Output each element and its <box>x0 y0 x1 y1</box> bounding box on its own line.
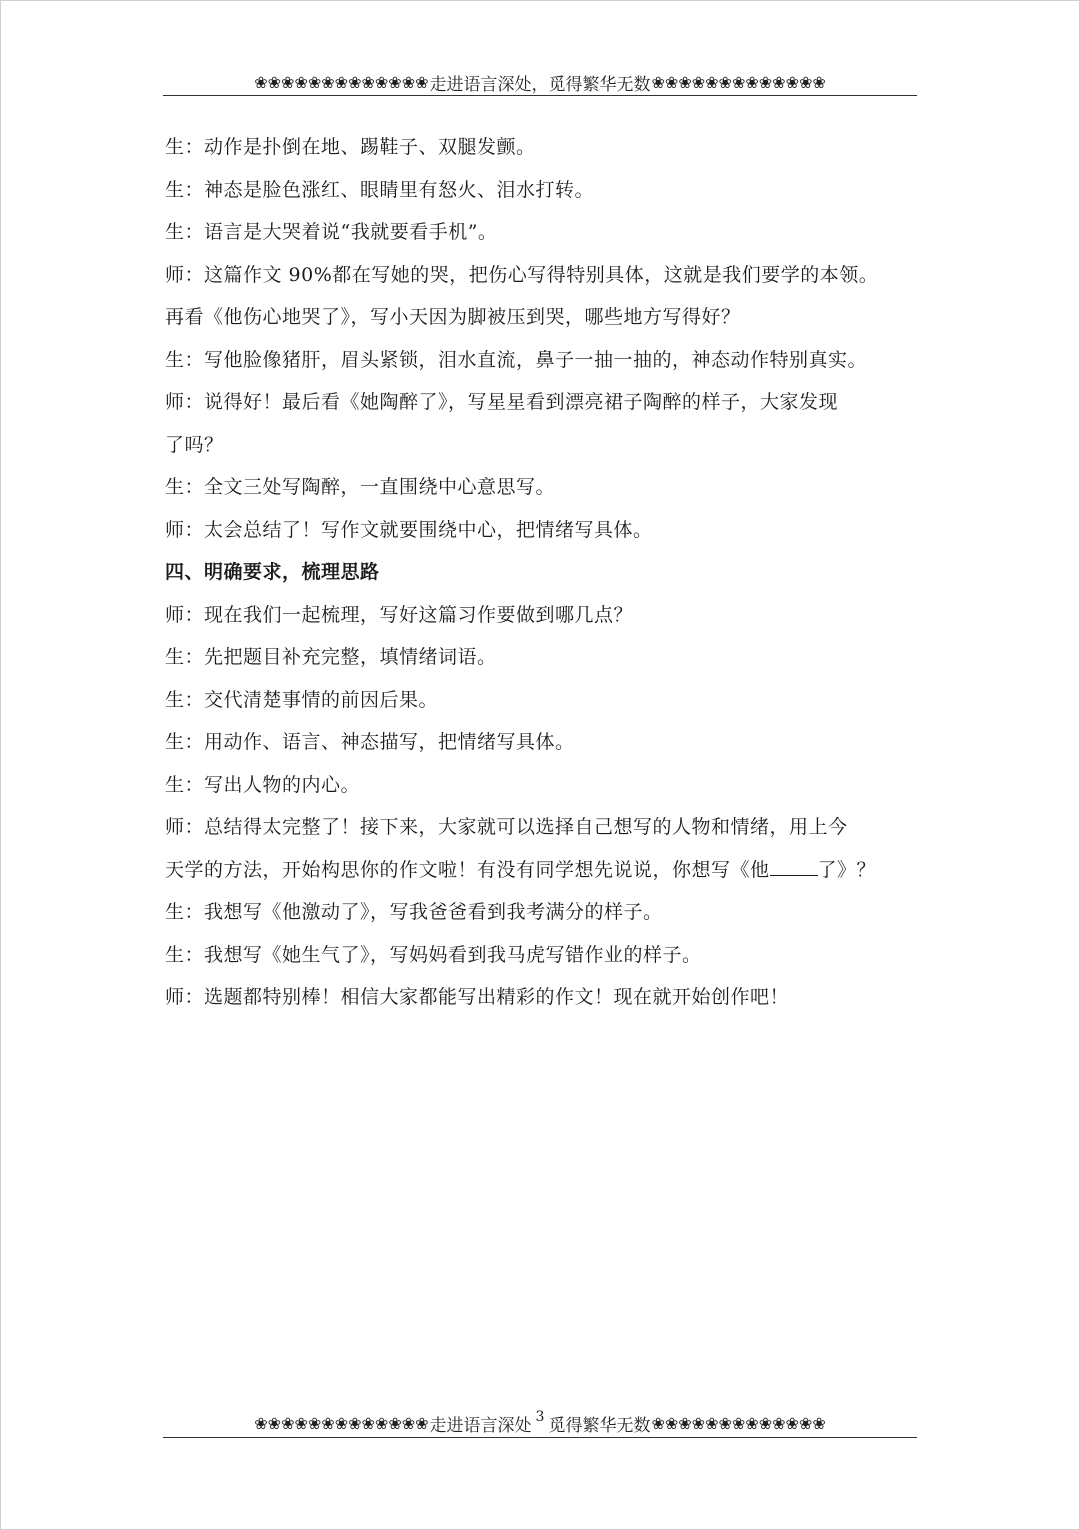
dialogue-line: 生：全文三处写陶醉，一直围绕中心意思写。 <box>165 476 556 498</box>
header-title: 走进语言深处，觅得繁华无数 <box>429 75 651 95</box>
line-text-before-blank: 天学的方法，开始构思你的作文啦！有没有同学想先说说，你想写《他 <box>165 858 770 881</box>
dialogue-line: 再看《他伤心地哭了》，写小天因为脚被压到哭，哪些地方写得好？ <box>165 306 741 328</box>
footer-text-right: 觅得繁华无数 <box>548 1416 651 1436</box>
section-heading: 四、明确要求，梳理思路 <box>165 561 380 583</box>
dialogue-line: 师：选题都特别棒！相信大家都能写出精彩的作文！现在就开始创作吧！ <box>165 986 790 1008</box>
dialogue-line: 师：现在我们一起梳理，写好这篇习作要做到哪几点？ <box>165 603 634 626</box>
dialogue-line: 了吗？ <box>165 433 224 456</box>
dialogue-line: 生：先把题目补充完整，填情绪词语。 <box>165 646 497 668</box>
dialogue-line: 生：神态是脸色涨红、眼睛里有怒火、泪水打转。 <box>165 178 595 201</box>
dialogue-line: 生：交代清楚事情的前因后果。 <box>165 688 439 711</box>
fill-in-blank <box>770 857 818 876</box>
lesson-transcript <box>165 126 917 1019</box>
line-text-after-blank: 了》？ <box>817 858 877 881</box>
dialogue-line: 师：这篇作文 90%都在写她的哭，把伤心写得特别具体，这就是我们要学的本领。 <box>165 263 879 286</box>
dialogue-line: 生：我想写《他激动了》，写我爸爸看到我考满分的样子。 <box>165 901 663 923</box>
dialogue-line: 生：我想写《她生气了》，写妈妈看到我马虎写错作业的样子。 <box>165 943 702 966</box>
dialogue-line: 师：太会总结了！写作文就要围绕中心，把情绪写具体。 <box>165 518 653 541</box>
dialogue-line: 生：写他脸像猪肝，眉头紧锁，泪水直流，鼻子一抽一抽的，神态动作特别真实。 <box>165 348 868 371</box>
page-number: 3 <box>535 1410 545 1425</box>
footer-flower-border-left: ❀❀❀❀❀❀❀❀❀❀❀❀❀ <box>254 1414 429 1433</box>
header-flower-border-left: ❀❀❀❀❀❀❀❀❀❀❀❀❀ <box>254 73 429 92</box>
page-footer <box>163 1410 917 1438</box>
footer-flower-border-right: ❀❀❀❀❀❀❀❀❀❀❀❀❀ <box>651 1414 826 1433</box>
dialogue-line: 生：用动作、语言、神态描写，把情绪写具体。 <box>165 731 575 753</box>
dialogue-line: 师：说得好！最后看《她陶醉了》，写星星看到漂亮裙子陶醉的样子，大家发现 <box>165 391 839 413</box>
dialogue-line-with-blank <box>165 849 917 892</box>
footer-text-left: 走进语言深处 <box>429 1416 532 1436</box>
page-header <box>163 70 917 96</box>
header-flower-border-right: ❀❀❀❀❀❀❀❀❀❀❀❀❀ <box>651 73 826 92</box>
dialogue-line: 生：语言是大哭着说“我就要看手机”。 <box>165 221 498 243</box>
dialogue-line: 师：总结得太完整了！接下来，大家就可以选择自己想写的人物和情绪，用上今 <box>165 816 848 838</box>
dialogue-line: 生：动作是扑倒在地、踢鞋子、双腿发颤。 <box>165 136 536 158</box>
dialogue-line: 生：写出人物的内心。 <box>165 773 361 796</box>
